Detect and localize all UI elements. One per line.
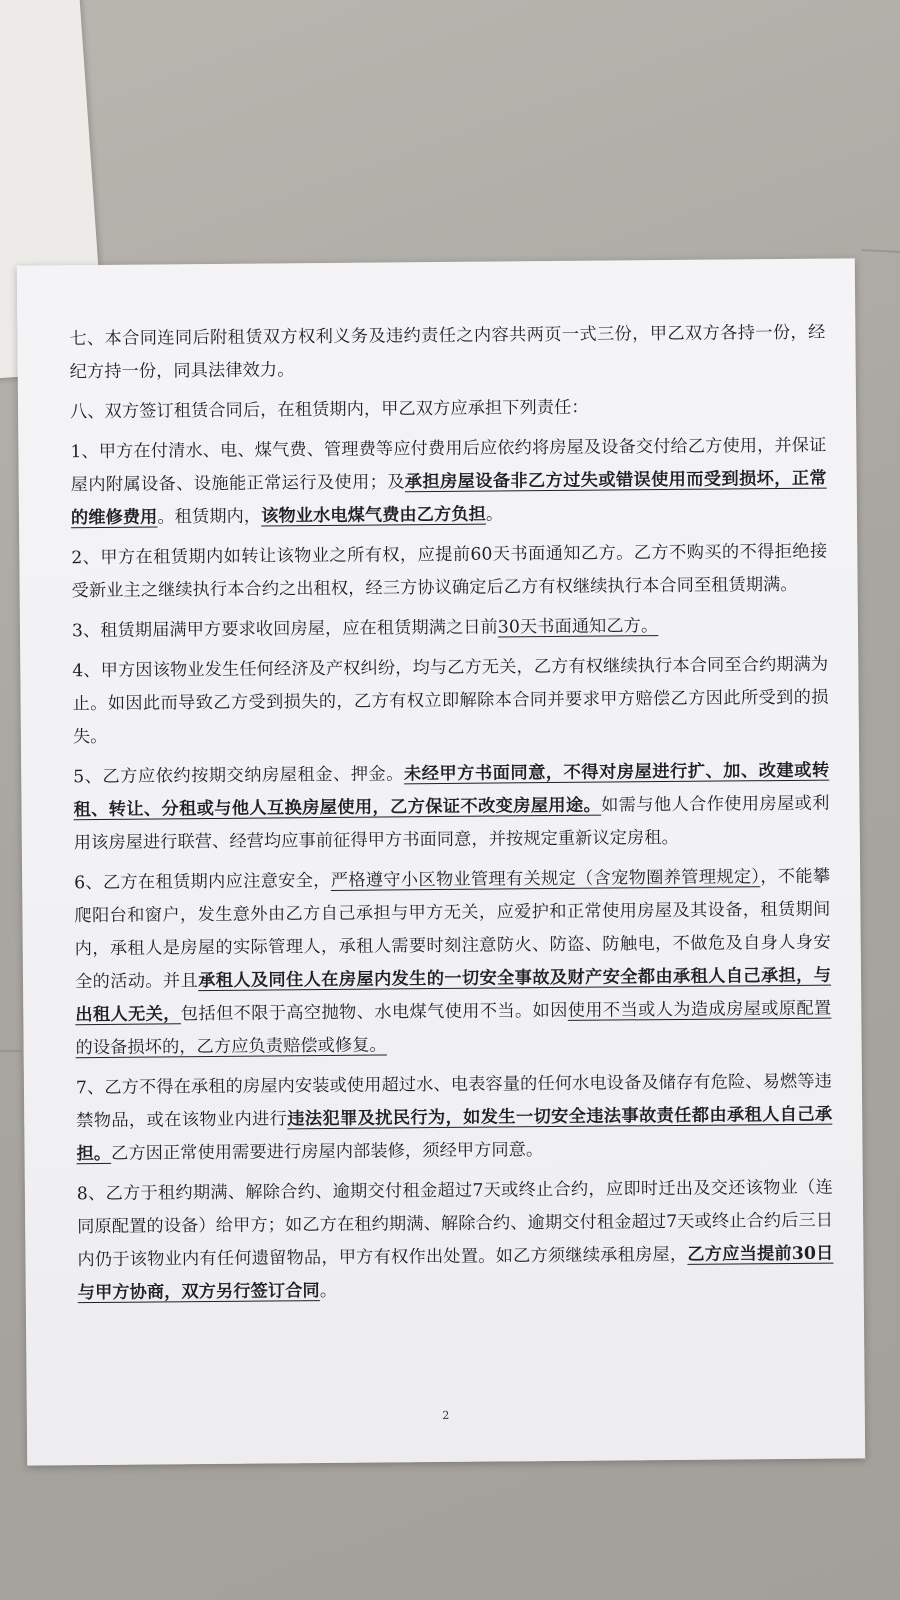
clause-8-heading: 八、双方签订租赁合同后，在租赁期内，甲乙双方应承担下列责任： [69, 397, 589, 423]
contract-page [17, 258, 865, 1465]
item-3: 3、租赁期届满甲方要求收回房屋，应在租赁期满之日前30天书面通知乙方。 [71, 616, 659, 642]
item-5: 5、乙方应依约按期交纳房屋租金、押金。未经甲方书面同意，不得对房屋进行扩、加、改建或转租、转让、分租或与他人互换房屋使用，乙方保证不改变房屋用途。如需与他人合作使用房屋或利用该房屋进行联营、经营均应事前征得甲方书面同意，并按规定重新议定房租。 [73, 760, 830, 854]
emphasis: 承担房屋设备非乙方过失或错误使用而受到损坏，正常的维修费用 [70, 468, 827, 529]
emphasis: 该物业水电煤气费由乙方负担 [261, 504, 486, 527]
emphasis: 乙方应当提前30日与甲方协商，双方另行签订合同 [77, 1243, 834, 1304]
page-number: 2 [442, 1408, 450, 1423]
item-2: 2、甲方在租赁期内如转让该物业之所有权，应提前60天书面通知乙方。乙方不购买的不得拒绝接受新业主之继续执行本合约之出租权，经三方协议确定后乙方有权继续执行本合同至租赁期满。 [71, 541, 828, 602]
clause-7: 七、本合同连同后附租赁双方权利义务及违约责任之内容共两页一式三份，甲乙双方各持一份，经纪方持一份，同具法律效力。 [69, 322, 826, 383]
item-1: 1、甲方在付清水、电、煤气费、管理费等应付费用后应依约将房屋及设备交付给乙方使用，并保证屋内附属设备、设施能正常运行及使用；及承担房屋设备非乙方过失或错误使用而受到损坏，正常的维修费用。租赁期内，该物业水电煤气费由乙方负担。 [70, 435, 827, 529]
emphasis: 承租人及同住人在房屋内发生的一切安全事故及财产安全都由承租人自己承担，与出租人无关， [75, 965, 832, 1026]
item-7: 7、乙方不得在承租的房屋内安装或使用超过水、电表容量的任何水电设备及储存有危险、易燃等违禁物品，或在该物业内进行违法犯罪及扰民行为，如发生一切安全违法事故责任都由承租人自己承担。乙方因正常使用需要进行房屋内部装修，须经甲方同意。 [75, 1071, 833, 1165]
emphasis: 未经甲方书面同意，不得对房屋进行扩、加、改建或转租、转让、分租或与他人互换房屋使用，乙方保证不改变房屋用途。 [73, 760, 830, 821]
floor-seam [0, 1050, 22, 1052]
underlined-text: 30天书面通知乙方。 [497, 616, 659, 638]
item-8: 8、乙方于租约期满、解除合约、逾期交付租金超过7天或终止合约，应即时迁出及交还该物业（连同原配置的设备）给甲方；如乙方在租约期满、解除合约、逾期交付租金超过7天或终止合约后三日内仍于该物业内有任何遗留物品，甲方有权作出处置。如乙方须继续承租房屋，乙方应当提前30日与甲方协商，双方另行签订合同。 [76, 1177, 834, 1304]
floor-seam [862, 249, 900, 253]
underlined-text: 严格遵守小区物业管理有关规定（含宠物圈养管理规定） [330, 867, 761, 891]
emphasis: 违法犯罪及扰民行为，如发生一切安全违法事故责任都由承租人自己承担。 [76, 1104, 833, 1165]
underlined-text: 使用不当或人为造成房屋或原配置的设备损坏的，乙方应负责赔偿或修复。 [75, 998, 832, 1059]
item-4: 4、甲方因该物业发生任何经济及产权纠纷，均与乙方无关，乙方有权继续执行本合同至合约期满为止。如因此而导致乙方受到损失的，乙方有权立即解除本合同并要求甲方赔偿乙方因此所受到的损失。 [72, 654, 829, 748]
item-6: 6、乙方在租赁期内应注意安全，严格遵守小区物业管理有关规定（含宠物圈养管理规定），不能攀爬阳台和窗户，发生意外由乙方自己承担与甲方无关，应爱护和正常使用房屋及其设备，租赁期间内，承租人是房屋的实际管理人，承租人需要时刻注意防火、防盗、防触电，不做危及自身人身安全的活动。并且承租人及同住人在房屋内发生的一切安全事故及财产安全都由承租人自己承担，与出租人无关，包括但不限于高空抛物、水电煤气使用不当。如因使用不当或人为造成房屋或原配置的设备损坏的，乙方应负责赔偿或修复。 [74, 866, 832, 1059]
